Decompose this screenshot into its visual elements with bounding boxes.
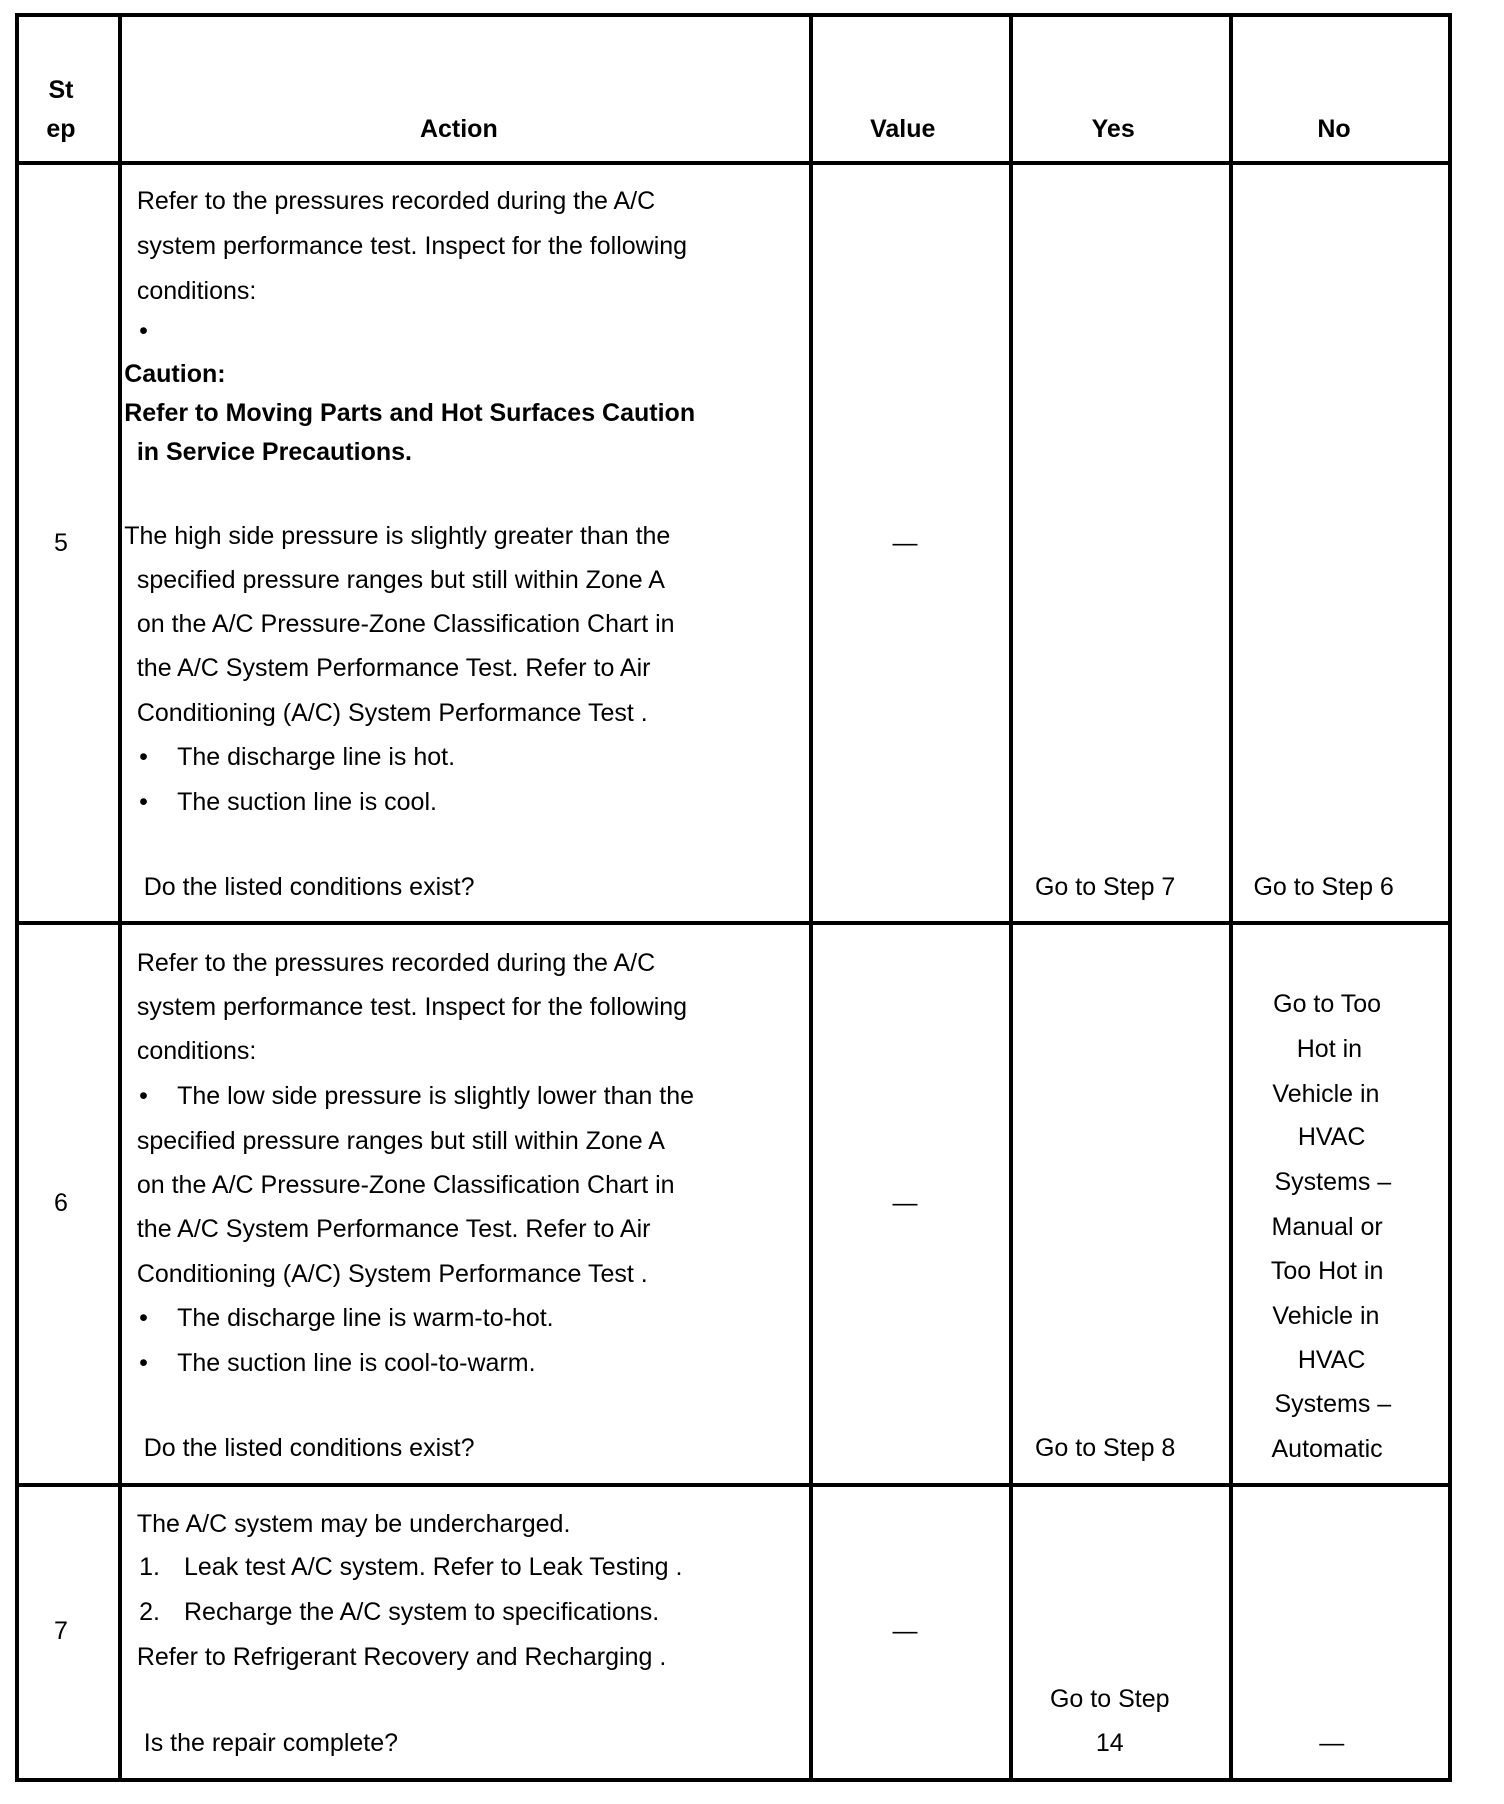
no-result: Go to Too: [1273, 989, 1382, 1018]
step-number: 6: [53, 1188, 68, 1217]
column-divider: [1009, 13, 1013, 1782]
value-dash: —: [892, 528, 918, 557]
header-step: St: [48, 75, 74, 104]
action-text: on the A/C Pressure-Zone Classification Chart in: [136, 610, 675, 639]
no-result: Go to Step 6: [1253, 872, 1394, 901]
header-value: Value: [870, 114, 936, 143]
action-text: Refer to the pressures recorded during the A/C: [136, 187, 656, 216]
caution-text: Refer to Moving Parts and Hot Surfaces Caution: [124, 398, 696, 427]
row-divider: [15, 161, 1452, 165]
action-text: specified pressure ranges but still within Zone A: [136, 565, 665, 594]
header-yes: Yes: [1091, 114, 1135, 143]
column-divider: [809, 13, 813, 1782]
no-result: Hot in: [1296, 1034, 1363, 1063]
step-number: 7: [53, 1616, 68, 1645]
question: Is the repair complete?: [143, 1729, 399, 1758]
column-divider: [15, 13, 19, 1782]
value-dash: —: [892, 1188, 918, 1217]
action-text: on the A/C Pressure-Zone Classification Chart in: [136, 1170, 675, 1199]
no-result: Vehicle in: [1272, 1079, 1380, 1108]
no-result: HVAC: [1297, 1123, 1366, 1152]
step-number: 5: [53, 528, 68, 557]
yes-result: Go to Step: [1049, 1684, 1170, 1713]
no-result: Systems –: [1274, 1390, 1392, 1419]
no-result: —: [1319, 1729, 1345, 1758]
action-text: The suction line is cool.: [177, 787, 437, 816]
column-divider: [1229, 13, 1233, 1782]
action-text: the A/C System Performance Test. Refer to Air: [136, 654, 651, 683]
action-text: Conditioning (A/C) System Performance Test .: [136, 1260, 648, 1289]
action-text: conditions:: [136, 1037, 257, 1066]
bullet: •: [139, 317, 148, 346]
action-text: specified pressure ranges but still within Zone A: [136, 1126, 665, 1155]
caution-text: in Service Precautions.: [136, 437, 412, 466]
action-text: The low side pressure is slightly lower than the: [177, 1081, 695, 1110]
no-result: Manual or: [1271, 1213, 1383, 1242]
header-step: ep: [46, 114, 76, 143]
action-text: The A/C system may be undercharged.: [136, 1509, 571, 1538]
action-text: Refer to the pressures recorded during the A/C: [136, 948, 656, 977]
yes-result: Go to Step 8: [1034, 1433, 1176, 1462]
action-text: conditions:: [136, 276, 257, 305]
yes-result: 14: [1095, 1729, 1124, 1758]
row-divider: [15, 1778, 1452, 1782]
action-text: The discharge line is warm-to-hot.: [177, 1303, 554, 1332]
action-text: Refer to Refrigerant Recovery and Recharging .: [136, 1643, 667, 1672]
row-divider: [15, 13, 1452, 17]
question: Do the listed conditions exist?: [143, 1433, 475, 1462]
action-text: The discharge line is hot.: [177, 742, 456, 771]
list-number: 1.: [139, 1553, 160, 1582]
column-divider: [1448, 13, 1452, 1782]
no-result: Automatic: [1271, 1435, 1383, 1463]
action-text: The high side pressure is slightly greater than the: [124, 521, 671, 550]
action-text: the A/C System Performance Test. Refer to Air: [136, 1215, 651, 1244]
action-text: system performance test. Inspect for the following: [136, 232, 688, 261]
value-dash: —: [892, 1616, 918, 1645]
bullet: •: [139, 1348, 148, 1377]
caution-label: Caution:: [124, 359, 226, 388]
action-text: system performance test. Inspect for the following: [136, 993, 688, 1022]
column-divider: [118, 13, 122, 1782]
no-result: Too Hot in: [1270, 1256, 1384, 1285]
question: Do the listed conditions exist?: [143, 872, 475, 901]
no-result: HVAC: [1297, 1346, 1366, 1375]
bullet: •: [139, 787, 148, 816]
action-text: Recharge the A/C system to specifications.: [184, 1598, 660, 1627]
action-text: Conditioning (A/C) System Performance Test .: [136, 699, 648, 727]
list-number: 2.: [139, 1598, 160, 1627]
header-no: No: [1317, 114, 1351, 143]
bullet: •: [139, 1303, 148, 1332]
no-result: Systems –: [1274, 1168, 1392, 1197]
row-divider: [15, 1483, 1452, 1487]
action-text: The suction line is cool-to-warm.: [177, 1348, 536, 1377]
bullet: •: [139, 742, 148, 771]
action-text: Leak test A/C system. Refer to Leak Testing .: [184, 1553, 683, 1582]
yes-result: Go to Step 7: [1034, 872, 1176, 901]
row-divider: [15, 921, 1452, 925]
no-result: Vehicle in: [1272, 1301, 1380, 1330]
header-action: Action: [419, 114, 498, 143]
bullet: •: [139, 1081, 148, 1110]
